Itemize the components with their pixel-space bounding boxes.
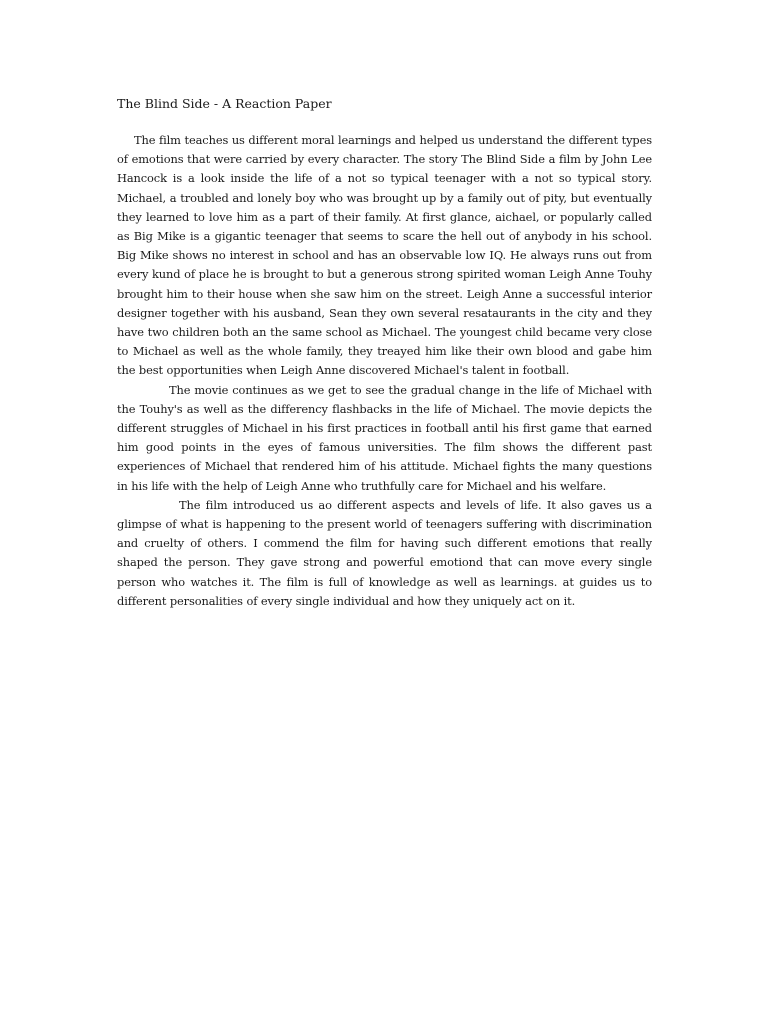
document-title: The Blind Side - A Reaction Paper xyxy=(117,96,332,111)
document-body xyxy=(117,131,652,611)
paragraph-3: The film introduced us ao different aspects and levels of life. It also gaves us a glimpse of what is happening to the present world of teenagers suffering with discrimination and cruelty of others. I commend the film for having such different emotions that really shaped the person. They gave strong and powerful emotiond that can move every single person who watches it. The film is full of knowledge as well as learnings. at guides us to different personalities of every single individual and how they uniquely act on it. xyxy=(117,497,652,608)
paragraph-2: The movie continues as we get to see the gradual change in the life of Michael with the Touhy's as well as the differency flashbacks in the life of Michael. The movie depicts the different struggles of Michael in his first practices in football antil his first game that earned him good points in the eyes of famous universities. The film shows the different past experiences of Michael that rendered him of his attitude. Michael fights the many questions in his life with the help of Leigh Anne who truthfully care for Michael and his welfare. xyxy=(117,382,652,493)
paragraph-1: The film teaches us different moral learnings and helped us understand the different types of emotions that were carried by every character. The story The Blind Side a film by John Lee Hancock is a look inside the life of a not so typical teenager with a not so typical story. Michael, a troubled and lonely boy who was brought up by a family out of pity, but eventually they learned to love him as a part of their family. At first glance, aichael, or popularly called as Big Mike is a gigantic teenager that seems to scare the hell out of anybody in his school. Big Mike shows no interest in school and has an observable low IQ. He always runs out from every kund of place he is brought to but a generous strong spirited woman Leigh Anne Touhy brought him to their house when she saw him on the street. Leigh Anne a successful interior designer together with his ausband, Sean they own several resataurants in the city and they have two children both an the same school as Michael. The youngest child became very close to Michael as well as the whole family, they treayed him like their own blood and gabe him the best opportunities when Leigh Anne discovered Michael's talent in football. xyxy=(117,133,652,378)
